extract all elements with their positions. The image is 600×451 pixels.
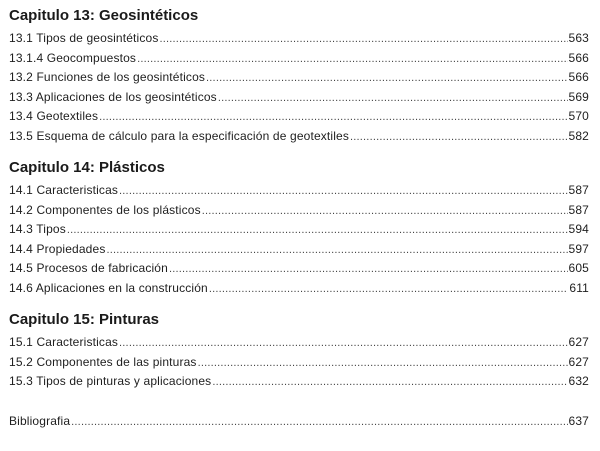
toc-entry-page: 566 (568, 50, 589, 65)
toc-entry-page: 563 (568, 31, 589, 45)
dot-leader (159, 30, 567, 50)
toc-entry-page: 570 (568, 109, 589, 123)
toc-entry-14-1[interactable] (9, 181, 589, 201)
toc-entry-13-1[interactable] (9, 29, 589, 49)
toc-entry-label: 14.1 Caracteristicas (9, 183, 119, 197)
toc-entry-label: 15.2 Componentes de las pinturas (9, 354, 197, 369)
toc-entry-page: 611 (569, 280, 589, 295)
toc-entry-13-1-4[interactable] (9, 49, 589, 69)
toc-entry-13-5[interactable] (9, 127, 589, 147)
toc-entry-page: 627 (568, 354, 589, 369)
toc-entry-page: 632 (568, 374, 589, 388)
dot-leader (71, 413, 567, 433)
toc-entry-15-2[interactable] (9, 353, 589, 373)
dot-leader (119, 334, 567, 354)
toc-entry-label: 13.4 Geotextiles (9, 109, 99, 123)
chapter-15-section (9, 310, 589, 392)
toc-entry-label: 14.6 Aplicaciones en la construcción (9, 280, 208, 295)
dot-leader (169, 260, 568, 280)
toc-entry-label: 14.3 Tipos (9, 222, 66, 236)
toc-entry-15-3[interactable] (9, 372, 589, 392)
toc-entry-14-5[interactable] (9, 259, 589, 279)
toc-entry-label: 14.4 Propiedades (9, 241, 106, 256)
dot-leader (67, 221, 568, 241)
dot-leader (218, 89, 568, 109)
chapter-14-title: Capitulo 14: Plásticos (9, 159, 165, 176)
toc-entry-label: 15.1 Caracteristicas (9, 335, 119, 349)
toc-entry-label: Bibliografia (9, 413, 71, 428)
dot-leader (106, 241, 567, 261)
toc-entry-13-4[interactable] (9, 107, 589, 127)
toc-entry-page: 566 (568, 70, 589, 84)
toc-entry-label: 15.3 Tipos de pinturas y aplicaciones (9, 374, 212, 388)
chapter-15-title: Capitulo 15: Pinturas (9, 311, 160, 328)
toc-entry-bibliography[interactable] (9, 412, 589, 432)
dot-leader (99, 108, 567, 128)
dot-leader (212, 373, 567, 393)
chapter-13-section (9, 6, 589, 146)
toc-entry-page: 597 (568, 241, 589, 256)
toc-entry-page: 582 (568, 128, 589, 143)
toc-entry-page: 637 (568, 413, 589, 428)
toc-entry-page: 587 (568, 202, 589, 217)
chapter-13-title: Capitulo 13: Geosintéticos (9, 7, 199, 24)
toc-entry-label: 13.5 Esquema de cálculo para la especificación de geotextiles (9, 128, 350, 143)
dot-leader (137, 50, 567, 70)
dot-leader (202, 202, 568, 222)
toc-entry-label: 14.5 Procesos de fabricación (9, 261, 168, 275)
toc-entry-13-3[interactable] (9, 88, 589, 108)
toc-entry-14-2[interactable] (9, 201, 589, 221)
toc-entry-page: 627 (568, 335, 589, 349)
toc-entry-page: 605 (568, 261, 589, 275)
toc-entry-label: 13.1 Tipos de geosintéticos (9, 31, 159, 45)
toc-entry-15-1[interactable] (9, 333, 589, 353)
dot-leader (119, 182, 567, 202)
toc-entry-page: 594 (568, 222, 589, 236)
toc-entry-14-6[interactable] (9, 279, 589, 299)
dot-leader (350, 128, 567, 148)
toc-entry-label: 13.3 Aplicaciones de los geosintéticos (9, 89, 217, 104)
toc-entry-page: 569 (568, 89, 589, 104)
toc-entry-14-3[interactable] (9, 220, 589, 240)
chapter-14-section (9, 158, 589, 298)
dot-leader (198, 354, 568, 374)
toc-entry-label: 14.2 Componentes de los plásticos (9, 202, 201, 217)
toc-entry-13-2[interactable] (9, 68, 589, 88)
dot-leader (206, 69, 567, 89)
toc-entry-label: 13.1.4 Geocompuestos (9, 50, 137, 65)
toc-entry-14-4[interactable] (9, 240, 589, 260)
table-of-contents (9, 6, 589, 431)
toc-entry-label: 13.2 Funciones de los geosintéticos (9, 70, 206, 84)
toc-entry-page: 587 (568, 183, 589, 197)
dot-leader (209, 280, 569, 300)
